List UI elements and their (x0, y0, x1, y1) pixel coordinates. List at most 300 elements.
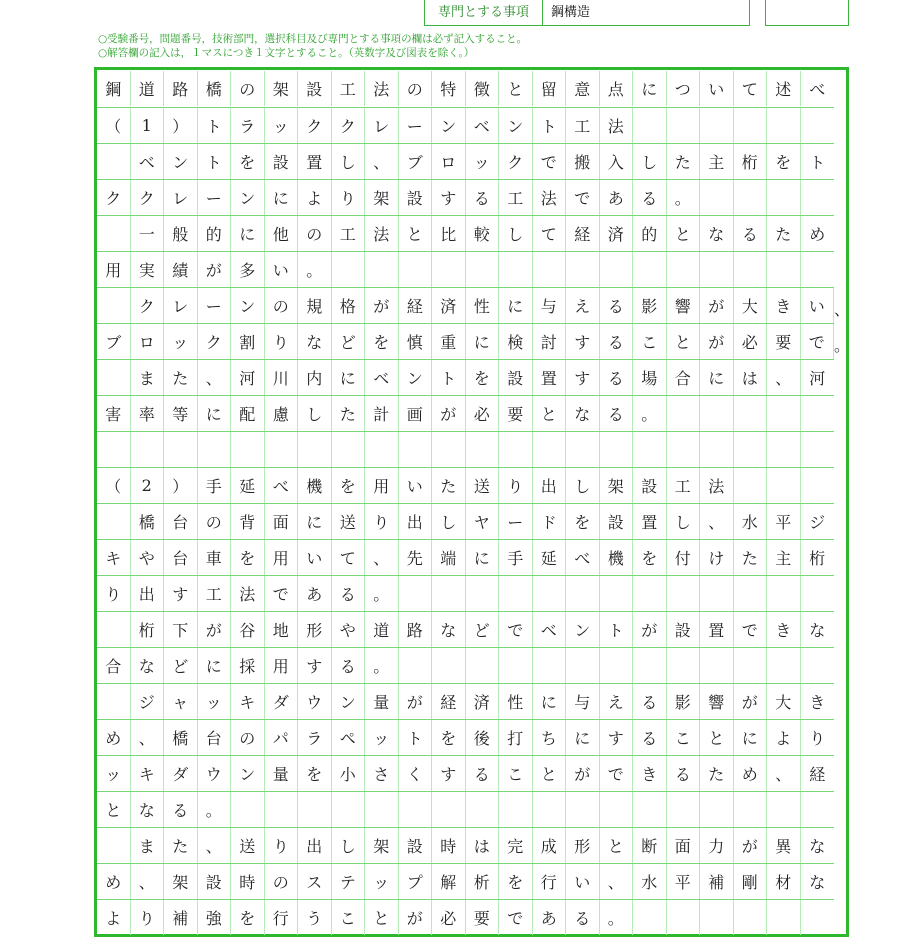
grid-cell[interactable]: と (667, 216, 701, 251)
grid-cell[interactable]: 済 (466, 684, 500, 719)
grid-cell[interactable]: 台 (164, 504, 198, 539)
grid-cell[interactable] (734, 900, 768, 935)
grid-cell[interactable]: た (432, 468, 466, 503)
grid-cell[interactable]: す (298, 648, 332, 683)
grid-cell[interactable]: 設 (399, 828, 433, 863)
grid-cell[interactable]: こ (667, 720, 701, 755)
grid-cell[interactable]: 留 (533, 71, 567, 106)
grid-cell[interactable] (801, 576, 835, 611)
grid-cell[interactable]: よ (298, 180, 332, 215)
grid-cell[interactable]: 採 (231, 648, 265, 683)
grid-cell[interactable]: ど (332, 324, 366, 359)
grid-cell[interactable]: 架 (600, 468, 634, 503)
grid-cell[interactable] (600, 432, 634, 467)
grid-cell[interactable]: ブ (399, 144, 433, 179)
grid-cell[interactable] (767, 432, 801, 467)
grid-cell[interactable] (432, 648, 466, 683)
grid-cell[interactable] (667, 648, 701, 683)
grid-cell[interactable]: 響 (667, 288, 701, 323)
grid-cell[interactable]: 要 (767, 324, 801, 359)
grid-cell[interactable] (332, 792, 366, 827)
grid-cell[interactable]: 響 (700, 684, 734, 719)
grid-cell[interactable]: て (533, 216, 567, 251)
grid-cell[interactable]: て (734, 71, 768, 106)
grid-cell[interactable]: る (566, 900, 600, 935)
grid-cell[interactable] (466, 576, 500, 611)
grid-cell[interactable]: し (332, 144, 366, 179)
grid-cell[interactable] (533, 432, 567, 467)
grid-cell[interactable]: り (365, 504, 399, 539)
grid-cell[interactable]: 画 (399, 396, 433, 431)
grid-cell[interactable]: ク (198, 324, 232, 359)
grid-cell[interactable]: 路 (399, 612, 433, 647)
grid-cell[interactable] (633, 576, 667, 611)
grid-cell[interactable] (801, 792, 835, 827)
grid-cell[interactable]: ド (533, 504, 567, 539)
grid-cell[interactable] (164, 432, 198, 467)
specialty-value[interactable]: 鋼構造 (551, 5, 591, 20)
grid-cell[interactable] (700, 900, 734, 935)
grid-cell[interactable]: 手 (499, 540, 533, 575)
grid-cell[interactable]: 量 (265, 756, 299, 791)
grid-cell[interactable]: レ (365, 108, 399, 143)
grid-cell[interactable]: が (566, 756, 600, 791)
grid-cell[interactable]: こ (633, 324, 667, 359)
grid-cell[interactable]: 用 (265, 540, 299, 575)
grid-cell[interactable]: 法 (600, 108, 634, 143)
grid-cell[interactable]: 時 (231, 864, 265, 899)
grid-cell[interactable]: 。 (600, 900, 634, 935)
grid-cell[interactable]: 。 (198, 792, 232, 827)
grid-cell[interactable]: 桁 (809, 549, 826, 568)
grid-cell[interactable]: け (700, 540, 734, 575)
grid-cell[interactable]: 格 (332, 288, 366, 323)
grid-cell[interactable]: （ (97, 468, 131, 503)
grid-cell[interactable]: に (332, 360, 366, 395)
grid-cell[interactable]: 場 (633, 360, 667, 395)
grid-cell[interactable] (767, 648, 801, 683)
grid-cell[interactable] (801, 900, 835, 935)
grid-cell[interactable]: が (198, 612, 232, 647)
grid-cell[interactable]: よ (767, 720, 801, 755)
grid-cell[interactable]: る (633, 180, 667, 215)
grid-cell[interactable]: す (432, 756, 466, 791)
grid-cell[interactable]: 河 (809, 369, 826, 388)
grid-cell[interactable]: に (265, 180, 299, 215)
grid-cell[interactable] (600, 252, 634, 287)
grid-cell[interactable] (600, 648, 634, 683)
grid-cell[interactable] (432, 432, 466, 467)
grid-cell[interactable]: 経 (432, 684, 466, 719)
grid-cell[interactable]: 量 (365, 684, 399, 719)
grid-cell[interactable]: 、 (198, 828, 232, 863)
grid-cell[interactable]: に (499, 288, 533, 323)
grid-cell[interactable]: 要 (466, 900, 500, 935)
grid-cell[interactable]: と (399, 216, 433, 251)
grid-cell[interactable]: 平 (767, 504, 801, 539)
grid-cell[interactable]: 法 (231, 576, 265, 611)
grid-cell[interactable]: し (298, 396, 332, 431)
grid-cell[interactable]: 的 (633, 216, 667, 251)
grid-cell[interactable]: 討 (533, 324, 567, 359)
grid-cell[interactable]: で (734, 612, 768, 647)
grid-cell[interactable]: 水 (734, 504, 768, 539)
grid-cell[interactable]: ッ (466, 144, 500, 179)
grid-cell[interactable]: き (767, 288, 801, 323)
grid-cell[interactable] (734, 648, 768, 683)
grid-cell[interactable]: 時 (432, 828, 466, 863)
grid-cell[interactable]: 手 (198, 468, 232, 503)
grid-cell[interactable] (767, 252, 801, 287)
grid-cell[interactable]: の (231, 71, 265, 106)
grid-cell[interactable]: こ (499, 756, 533, 791)
grid-cell[interactable]: 送 (466, 468, 500, 503)
grid-cell[interactable]: る (466, 756, 500, 791)
grid-cell[interactable]: 送 (231, 828, 265, 863)
grid-cell[interactable]: 必 (432, 900, 466, 935)
answer-grid[interactable] (94, 67, 849, 937)
grid-cell[interactable]: え (600, 684, 634, 719)
grid-cell[interactable]: 断 (633, 828, 667, 863)
grid-cell[interactable]: 特 (432, 71, 466, 106)
grid-cell[interactable]: 割 (231, 324, 265, 359)
grid-cell[interactable]: 材 (767, 864, 801, 899)
grid-cell[interactable]: ク (298, 108, 332, 143)
grid-cell[interactable]: ト (198, 144, 232, 179)
grid-cell[interactable]: ウ (298, 684, 332, 719)
grid-cell[interactable]: 橋 (198, 71, 232, 106)
grid-cell[interactable]: 行 (265, 900, 299, 935)
grid-cell[interactable] (767, 180, 801, 215)
grid-cell[interactable]: 済 (600, 216, 634, 251)
grid-cell[interactable] (231, 792, 265, 827)
grid-cell[interactable]: が (198, 252, 232, 287)
grid-cell[interactable] (633, 252, 667, 287)
grid-cell[interactable]: 橋 (131, 504, 165, 539)
grid-cell[interactable]: 比 (432, 216, 466, 251)
grid-cell[interactable]: 置 (533, 360, 567, 395)
grid-cell[interactable]: を (466, 360, 500, 395)
grid-cell[interactable] (97, 360, 131, 395)
grid-cell[interactable]: 実 (131, 252, 165, 287)
grid-cell[interactable]: 大 (767, 684, 801, 719)
grid-cell[interactable]: 1 (131, 108, 165, 143)
grid-cell[interactable] (499, 648, 533, 683)
grid-cell[interactable]: ま (131, 360, 165, 395)
grid-cell[interactable] (533, 252, 567, 287)
grid-cell[interactable]: い (566, 864, 600, 899)
grid-cell[interactable] (365, 252, 399, 287)
grid-cell[interactable]: と (700, 720, 734, 755)
grid-cell[interactable]: に (198, 648, 232, 683)
grid-cell[interactable] (767, 576, 801, 611)
grid-cell[interactable]: 与 (533, 288, 567, 323)
grid-cell[interactable]: 配 (231, 396, 265, 431)
grid-cell[interactable] (700, 792, 734, 827)
grid-cell[interactable]: る (667, 756, 701, 791)
grid-cell[interactable]: べ (809, 80, 826, 99)
grid-cell[interactable]: 一 (131, 216, 165, 251)
grid-cell[interactable]: ン (399, 360, 433, 395)
grid-cell[interactable]: し (633, 144, 667, 179)
grid-cell[interactable]: に (734, 720, 768, 755)
grid-cell[interactable]: し (432, 504, 466, 539)
grid-cell[interactable]: て (332, 540, 366, 575)
grid-cell[interactable] (700, 576, 734, 611)
grid-cell[interactable]: る (164, 792, 198, 827)
grid-cell[interactable]: ダ (265, 684, 299, 719)
grid-cell[interactable] (667, 432, 701, 467)
grid-cell[interactable]: 、 (767, 360, 801, 395)
grid-cell[interactable]: ウ (198, 756, 232, 791)
grid-cell[interactable] (399, 792, 433, 827)
grid-cell[interactable]: が (700, 288, 734, 323)
grid-cell[interactable]: く (399, 756, 433, 791)
grid-cell[interactable]: ブ (97, 324, 131, 359)
grid-cell[interactable]: 、 (600, 864, 634, 899)
grid-cell[interactable]: た (164, 828, 198, 863)
grid-cell[interactable]: を (499, 864, 533, 899)
grid-cell[interactable] (466, 432, 500, 467)
grid-cell[interactable]: 行 (533, 864, 567, 899)
grid-cell[interactable]: 平 (667, 864, 701, 899)
grid-cell[interactable] (767, 792, 801, 827)
grid-cell[interactable] (566, 432, 600, 467)
grid-cell[interactable]: 下 (164, 612, 198, 647)
grid-cell[interactable]: に (466, 540, 500, 575)
grid-cell[interactable]: 置 (633, 504, 667, 539)
grid-cell[interactable] (399, 576, 433, 611)
grid-cell[interactable]: を (365, 324, 399, 359)
grid-cell[interactable] (332, 252, 366, 287)
grid-cell[interactable]: た (734, 540, 768, 575)
grid-cell[interactable]: ッ (365, 864, 399, 899)
grid-cell[interactable]: ン (231, 756, 265, 791)
grid-cell[interactable]: す (566, 324, 600, 359)
grid-cell[interactable]: プ (399, 864, 433, 899)
grid-cell[interactable]: 用 (97, 252, 131, 287)
grid-cell[interactable]: り (131, 900, 165, 935)
grid-cell[interactable] (499, 576, 533, 611)
grid-cell[interactable]: （ (97, 108, 131, 143)
grid-cell[interactable]: パ (265, 720, 299, 755)
grid-cell[interactable]: 後 (466, 720, 500, 755)
grid-cell[interactable]: ト (399, 720, 433, 755)
grid-cell[interactable]: 、 (365, 540, 399, 575)
grid-cell[interactable]: ト (432, 360, 466, 395)
grid-cell[interactable]: 面 (265, 504, 299, 539)
grid-cell[interactable]: あ (298, 576, 332, 611)
grid-cell[interactable]: レ (164, 288, 198, 323)
grid-cell[interactable]: 要 (499, 396, 533, 431)
grid-cell[interactable]: ャ (164, 684, 198, 719)
grid-cell[interactable]: ン (432, 108, 466, 143)
grid-cell[interactable] (700, 648, 734, 683)
grid-cell[interactable]: 出 (399, 504, 433, 539)
grid-cell[interactable]: 出 (131, 576, 165, 611)
grid-cell[interactable]: し (566, 468, 600, 503)
grid-cell[interactable]: ラ (231, 108, 265, 143)
grid-cell[interactable]: 必 (466, 396, 500, 431)
grid-cell[interactable] (332, 432, 366, 467)
grid-cell[interactable]: の (399, 71, 433, 106)
grid-cell[interactable] (767, 396, 801, 431)
grid-cell[interactable] (533, 792, 567, 827)
grid-cell[interactable]: に (533, 684, 567, 719)
grid-cell[interactable]: り (265, 324, 299, 359)
grid-cell[interactable] (499, 252, 533, 287)
grid-cell[interactable]: 付 (667, 540, 701, 575)
grid-cell[interactable] (633, 792, 667, 827)
grid-cell[interactable]: で (499, 900, 533, 935)
grid-cell[interactable]: で (265, 576, 299, 611)
grid-cell[interactable]: ラ (298, 720, 332, 755)
grid-cell[interactable]: 済 (432, 288, 466, 323)
grid-cell[interactable] (801, 432, 835, 467)
grid-cell[interactable]: 路 (164, 71, 198, 106)
grid-cell[interactable]: ン (231, 288, 265, 323)
grid-cell[interactable] (399, 252, 433, 287)
grid-cell[interactable] (466, 252, 500, 287)
grid-cell[interactable]: や (332, 612, 366, 647)
grid-cell[interactable]: 工 (667, 468, 701, 503)
grid-cell[interactable]: た (767, 216, 801, 251)
grid-cell[interactable]: で (533, 144, 567, 179)
grid-cell[interactable] (600, 576, 634, 611)
grid-cell[interactable] (97, 612, 131, 647)
grid-cell[interactable]: レ (164, 180, 198, 215)
grid-cell[interactable]: 、 (131, 720, 165, 755)
grid-cell[interactable]: 背 (231, 504, 265, 539)
grid-cell[interactable] (466, 792, 500, 827)
grid-cell[interactable]: ベ (533, 612, 567, 647)
grid-cell[interactable] (801, 468, 835, 503)
grid-cell[interactable] (97, 216, 131, 251)
grid-cell[interactable] (801, 252, 835, 287)
grid-cell[interactable]: な (809, 621, 826, 640)
grid-cell[interactable]: 点 (600, 71, 634, 106)
grid-cell[interactable]: す (566, 360, 600, 395)
grid-cell[interactable] (633, 108, 667, 143)
grid-cell[interactable]: る (600, 324, 634, 359)
grid-cell[interactable]: 用 (365, 468, 399, 503)
grid-cell[interactable]: と (365, 900, 399, 935)
grid-cell[interactable]: す (600, 720, 634, 755)
grid-cell[interactable]: は (734, 360, 768, 395)
grid-cell[interactable]: ン (332, 684, 366, 719)
grid-cell[interactable]: べ (566, 540, 600, 575)
grid-cell[interactable]: ど (164, 648, 198, 683)
grid-cell[interactable]: 設 (633, 468, 667, 503)
grid-cell[interactable] (633, 648, 667, 683)
grid-cell[interactable] (700, 252, 734, 287)
grid-cell[interactable]: が (432, 396, 466, 431)
grid-cell[interactable]: ク (131, 288, 165, 323)
grid-cell[interactable]: が (365, 288, 399, 323)
grid-cell[interactable]: を (231, 144, 265, 179)
grid-cell[interactable]: ッ (198, 684, 232, 719)
grid-cell[interactable]: な (809, 837, 826, 856)
grid-cell[interactable]: さ (365, 756, 399, 791)
grid-cell[interactable]: き (767, 612, 801, 647)
grid-cell[interactable] (734, 396, 768, 431)
grid-cell[interactable]: に (298, 504, 332, 539)
grid-cell[interactable]: と (533, 756, 567, 791)
grid-cell[interactable]: ロ (432, 144, 466, 179)
grid-cell[interactable] (734, 180, 768, 215)
grid-cell[interactable]: 設 (265, 144, 299, 179)
grid-cell[interactable] (298, 432, 332, 467)
grid-cell[interactable] (566, 576, 600, 611)
grid-cell[interactable] (667, 792, 701, 827)
grid-cell[interactable]: を (298, 756, 332, 791)
grid-cell[interactable]: ち (533, 720, 567, 755)
grid-cell[interactable]: な (131, 648, 165, 683)
grid-cell[interactable] (97, 288, 131, 323)
grid-cell[interactable] (667, 396, 701, 431)
grid-cell[interactable]: す (164, 576, 198, 611)
grid-cell[interactable]: ベ (365, 360, 399, 395)
grid-cell[interactable]: の (298, 216, 332, 251)
grid-cell[interactable]: 送 (332, 504, 366, 539)
grid-cell[interactable]: の (198, 504, 232, 539)
grid-cell[interactable]: な (700, 216, 734, 251)
grid-cell[interactable]: 入 (600, 144, 634, 179)
grid-cell[interactable]: 台 (164, 540, 198, 575)
grid-cell[interactable]: き (809, 693, 826, 712)
grid-cell[interactable]: め (734, 756, 768, 791)
grid-cell[interactable]: る (332, 648, 366, 683)
grid-cell[interactable] (432, 792, 466, 827)
grid-cell[interactable]: ト (198, 108, 232, 143)
grid-cell[interactable]: が (734, 684, 768, 719)
grid-cell[interactable] (767, 108, 801, 143)
grid-cell[interactable]: 成 (533, 828, 567, 863)
grid-cell[interactable] (432, 252, 466, 287)
grid-cell[interactable]: ダ (164, 756, 198, 791)
grid-cell[interactable]: で (499, 612, 533, 647)
grid-cell[interactable]: と (97, 792, 131, 827)
grid-cell[interactable]: テ (332, 864, 366, 899)
grid-cell[interactable]: 必 (734, 324, 768, 359)
grid-cell[interactable]: 性 (499, 684, 533, 719)
grid-cell[interactable]: 慮 (265, 396, 299, 431)
grid-cell[interactable]: ク (131, 180, 165, 215)
grid-cell[interactable]: で (566, 180, 600, 215)
grid-cell[interactable]: い (399, 468, 433, 503)
grid-cell[interactable]: 延 (231, 468, 265, 503)
grid-cell[interactable]: で (801, 324, 835, 359)
grid-cell[interactable] (298, 792, 332, 827)
grid-cell[interactable]: ー (399, 108, 433, 143)
grid-cell[interactable]: ッ (97, 756, 131, 791)
grid-cell[interactable] (466, 648, 500, 683)
grid-cell[interactable]: う (298, 900, 332, 935)
grid-cell[interactable]: 害 (97, 396, 131, 431)
grid-cell[interactable]: の (265, 864, 299, 899)
grid-cell[interactable]: 。 (365, 576, 399, 611)
grid-cell[interactable]: を (633, 540, 667, 575)
grid-cell[interactable]: が (734, 828, 768, 863)
grid-cell[interactable] (801, 180, 835, 215)
grid-cell[interactable] (499, 432, 533, 467)
grid-cell[interactable]: る (633, 684, 667, 719)
grid-cell[interactable]: 、 (198, 360, 232, 395)
grid-cell[interactable]: ま (131, 828, 165, 863)
grid-cell[interactable]: 補 (700, 864, 734, 899)
grid-cell[interactable]: キ (97, 540, 131, 575)
grid-cell[interactable] (97, 144, 131, 179)
